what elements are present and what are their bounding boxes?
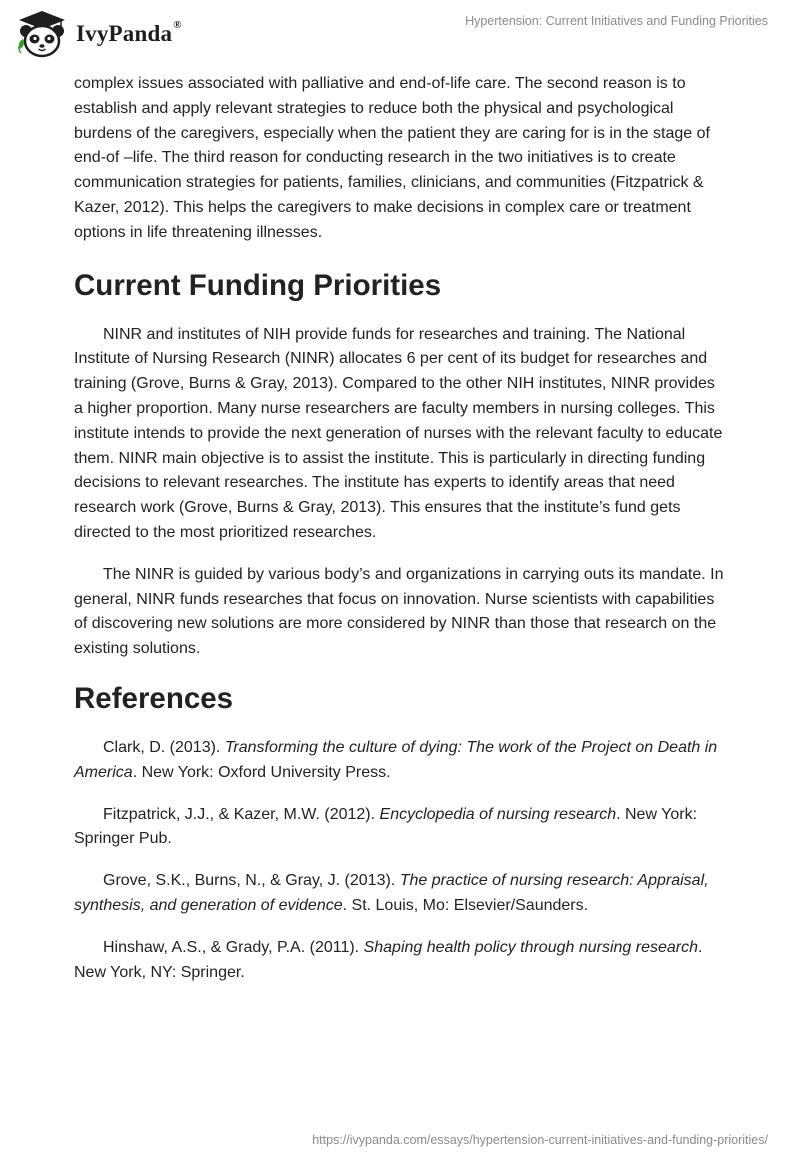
reference-publisher: . New York: Springer Pub. [74,805,698,848]
panda-graduate-icon [16,9,68,59]
reference-item [74,936,724,986]
reference-title: Encyclopedia of nursing research [379,805,617,823]
funding-paragraph: The NINR is guided by various body’s and organizations in carrying outs its mandate. In general, NINR funds researches that focus on innovation. Nurse scientists with capabilities of discovering new solutions are more considered by NINR than those that research on the existing solutions. [74,565,724,658]
page-header [0,0,800,68]
reference-publisher: . New York: Oxford University Press. [132,763,391,781]
essay-body [74,72,724,1002]
reference-authors: Grove, S.K., Burns, N., & Gray, J. (2013). [103,872,400,890]
reference-title: Shaping health policy through nursing research [363,938,699,956]
ivypanda-logo[interactable] [16,9,182,59]
reference-authors: Clark, D. (2013). [103,738,225,756]
registered-mark: ® [173,19,182,31]
reference-authors: Fitzpatrick, J.J., & Kazer, M.W. (2012). [103,805,380,823]
references-heading: References [74,681,234,715]
reference-authors: Hinshaw, A.S., & Grady, P.A. (2011). [103,938,364,956]
reference-publisher: . St. Louis, Mo: Elsevier/Saunders. [342,896,589,914]
reference-item [74,869,724,919]
source-url-link[interactable]: https://ivypanda.com/essays/hypertension-current-initiatives-and-funding-priorities/ [312,1133,768,1147]
reference-title: Transforming the culture of dying: The work of the Project on Death in America [74,738,718,781]
reference-title: The practice of nursing research: Appraisal, synthesis, and generation of evidence [74,872,709,914]
reference-item [74,803,724,853]
funding-heading: Current Funding Priorities [74,268,442,302]
funding-paragraph: NINR and institutes of NIH provide funds for researches and training. The National Institute of Nursing Research (NINR) allocates 6 per cent of its budget for researches and training (Grove, Burns & Gray, 2013). Compared to the other NIH institutes, NINR provides a higher proportion. Many nurse researchers are faculty members in nursing colleges. This institute intends to provide the next generation of nurses with the relevant faculty to educate them. NINR main objective is to assist the institute. This is particularly in directing funding decisions to relevant researches. The institute has experts to identify areas that need research work (Grove, Burns & Gray, 2013). This ensures that the institute’s fund gets directed to the most prioritized researches. [74,325,723,541]
reference-publisher: . New York, NY: Springer. [74,938,703,981]
reference-item [74,736,724,786]
intro-paragraph: complex issues associated with palliative and end-of-life care. The second reason is to establish and apply relevant strategies to reduce both the physical and psychological burdens of the caregivers, especially when the patient they are caring for is in the stage of end-of –life. The third reason for conducting research in the two initiatives is to create communication strategies for patients, families, clinicians, and communities (Fitzpatrick & Kazer, 2012). This helps the caregivers to make decisions in complex care or treatment options in life threatening illnesses. [74,75,710,241]
brand-name: IvyPanda® [76,19,182,46]
document-title: Hypertension: Current Initiatives and Funding Priorities [465,14,768,28]
